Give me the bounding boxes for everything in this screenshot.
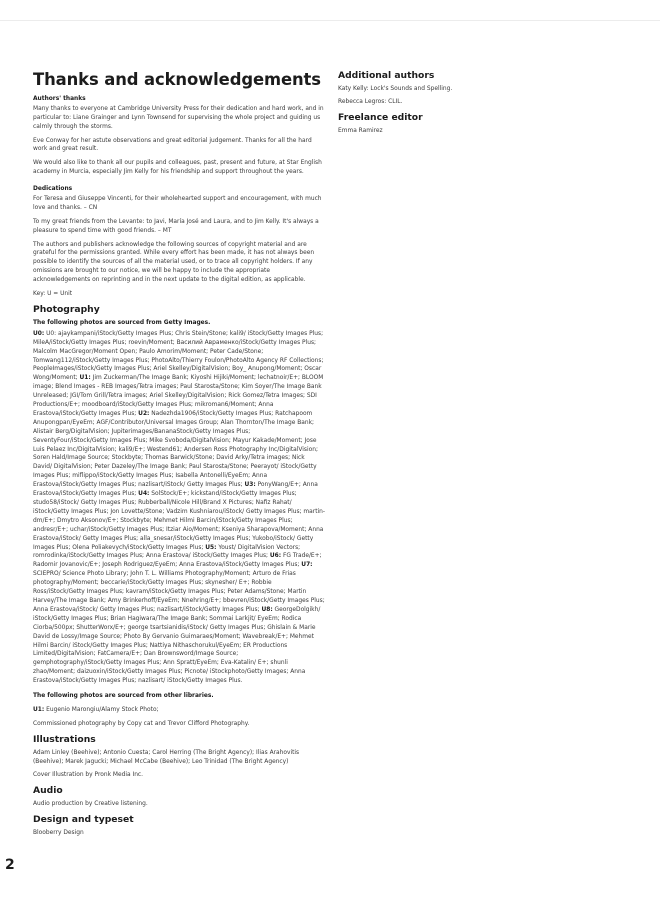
additional-authors-heading: Additional authors xyxy=(338,70,435,81)
audio-credits: Audio production by Creative listening. xyxy=(33,801,148,808)
authors-thanks-paragraph-2: Eve Conway for her astute observations and great editorial judgement. Thanks for all the hard work and great result. xyxy=(33,137,312,153)
copyright-notice: The authors and publishers acknowledge the following sources of copyright material and are grateful for the permissions granted. While every effort has been made, it has not always been possible to identify the sources of all the material used, or to trace all copyright holders. If any omissions are brought to our notice, we will be happy to include the appropriate acknowledgements on reprinting and in the next update to the digital edition, as applicable. xyxy=(33,241,315,284)
dedications-paragraph-1: For Teresa and Giuseppe Vincenti, for their wholehearted support and encouragement, with much love and thanks. – CN xyxy=(33,195,322,211)
unit-label-u8: U8: xyxy=(261,606,273,613)
credits-u7: SCIEPRO/ Science Photo Library; John T. L. Williams Photography/Moment; Arturo de Frias photography/Moment; beccarie/iStock/Getty Images Plus; skynesher/ E+; Robbie Ross/iStock/Getty Images Plus; kavram/iStock/Getty Images Plus; Peter Adams/Stone; Martin Harvey/The Image Bank; Amy Brinkerhoff/EyeEm; Nnehring/E+; bbevren/iStock/Getty Images Plus; Anna Erastova/iStock/ Getty Images Plus; nazlisart/iStock/Getty Images Plus; xyxy=(33,571,325,613)
cover-illustration: Cover Illustration by Pronk Media Inc. xyxy=(33,772,144,779)
dedications-heading: Dedications xyxy=(33,186,73,193)
credits-u5: Youst/ DigitalVision Vectors; romrodinka/iStock/Getty Images Plus; Anna Erastova/ iStock/Getty Images Plus; xyxy=(33,544,301,560)
photography-heading: Photography xyxy=(33,304,100,315)
unit-label-u3: U3: xyxy=(244,482,256,489)
credits-u8: GeorgeDolgikh/ iStock/Getty Images Plus; Brian Hagiwara/The Image Bank; Sommai Larkjit/ EyeEm; Rodica Ciorba/500px; ShutterWorx/E+; george tsartsianidis/iStock/ Getty Images Plus; Ghislain & Marie David de Lossy/Image Source; Photo By Gervanio Guimaraes/Moment; Wavebreak/E+; Mehmet Hilmi Barcin/ iStock/Getty Images Plus; Nattiya Nithaschorukul/EyeEm; ER Productions Limited/DigitalVision; FatCamera/E+; Dan Brownsword/Image Source; gemphotography/iStock/Getty Images Plus; Ann Spratt/EyeEm; Eva-Katalin/ E+; shunli zhao/Moment; daizuoxin/iStock/Getty Images Plus; Picnote/ iStockphoto/Getty Images; Anna Erastova/iStock/Getty Images Plus; nazlisart/ iStock/Getty Images Plus. xyxy=(33,606,321,685)
credits-u4: SolStock/E+; kickstand/iStock/Getty Images Plus; studo58/iStock/ Getty Images Plus; Rubberball/Nicole Hill/Brand X Pictures; Nafiz Rahat/ iStock/Getty Images Plus; Jon Lovette/Stone; Vadzim Kushniarou/iStock/ Getty Images Plus; martin-dm/E+; Dmytro Aksonov/E+; Stockbyte; Mehmet Hilmi Barcin/iStock/Getty Images Plus; andresr/E+; uchar/iStock/Getty Images Plus; Itziar Aio/Moment; Kseniya Sharapova/Moment; Anna Erastova/iStock/ Getty Images Plus; alla_snesar/iStock/Getty Images Plus; Yukobo/iStock/ Getty Images Plus; Olena Poliakevych/iStock/Getty Images Plus; xyxy=(33,491,325,551)
additional-author-2: Rebecca Legros: CLIL. xyxy=(338,98,403,105)
unit-key: Key: U = Unit xyxy=(33,291,73,298)
commissioned-photography: Commissioned photography by Copy cat and Trevor Clifford Photography. xyxy=(33,720,250,727)
credits-u2: Nadezhda1906/iStock/Getty Images Plus; Ratchapoom Anupongpan/EyeEm; AGF/Contributor/Universal Images Group; Alan Thornton/The Image Bank; Alistair Berg/DigitalVision; Jupiterimages/BananaStock/Getty Images Plus; SeventyFour/iStock/Getty Images Plus; Mike Svoboda/DigitalVision; Mayur Kakade/Moment; Jose Luis Pelaez Inc/DigitalVision; kali9/E+; Westend61; Andersen Ross Photography Inc/DigitalVision; Soren Hald/Image Source; Stockbyte; Thomas Barwick/Stone; David Arky/Tetra images; Nick David/ DigitalVision; Peter Dazeley/The Image Bank; Paul Starosta/Stone; Peerayot/ iStock/Getty Images Plus; miflippo/iStock/Getty Images Plus; Isabella Antonelli/EyeEm; Anna Erastova/iStock/Getty Images Plus; nazlisart/iStock/ Getty Images Plus; xyxy=(33,410,318,489)
authors-thanks-paragraph-1: Many thanks to everyone at Cambridge University Press for their dedication and hard work, and in particular to: Liane Grainger and Lynn Townsend for supervising the whole project and guiding us calmly through the storms. xyxy=(33,105,324,130)
unit-label-u0: U0: xyxy=(33,330,45,337)
page-number: 2 xyxy=(5,857,15,873)
dedications-paragraph-2: To my great friends from the Levante: to Javi, María José and Laura, and to Jim Kelly. It's always a pleasure to spend time with good friends. – MT xyxy=(33,218,319,234)
page-top-rule xyxy=(0,20,660,21)
unit-label-u4: U4: xyxy=(138,491,150,498)
other-libraries-credits xyxy=(33,706,325,715)
unit-label-other-u1: U1: xyxy=(33,706,45,713)
other-libraries-heading: The following photos are sourced from other libraries. xyxy=(33,693,214,700)
illustrations-heading: Illustrations xyxy=(33,733,96,745)
additional-author-1: Katy Kelly: Lock's Sounds and Spelling. xyxy=(338,86,453,92)
unit-label-u1: U1: xyxy=(79,375,91,382)
credits-u0: U0: ajaykampani/iStock/Getty Images Plus; Chris Stein/Stone; kali9/ iStock/Getty Images Plus; MileA/iStock/Getty Images Plus; roevin/Moment; Василий Авраменко/iStock/Getty Images Plus; Malcolm MacGregor/Moment Open; Paulo Amorim/Moment; Peter Cade/Stone; Tomwang112/iStock/Getty Images Plus; PhotoAlto/Thierry Foulon/PhotoAlto Agency RF Collections; PeopleImages/iStock/Getty Images Plus; Ariel Skelley/DigitalVision; Boy_ Anupong/Moment; Oscar Wong/Moment; xyxy=(33,330,324,382)
audio-heading: Audio xyxy=(33,785,63,797)
credits-u6: FG Trade/E+; Radomir Jovanovic/E+; Joseph Rodriguez/EyeEm; Anna Erastova/iStock/Getty Images Plus; xyxy=(33,553,322,569)
credits-u3: PonyWang/E+; Anna Erastova/iStock/Getty Images Plus; xyxy=(33,482,318,498)
freelance-editor-name: Emma Ramirez xyxy=(338,127,383,134)
freelance-editor-heading: Freelance editor xyxy=(338,111,423,123)
left-column xyxy=(33,70,630,850)
authors-thanks-paragraph-3: We would also like to thank all our pupils and colleagues, past, present and future, at Star English academy in Murcia, especially Jim Kelly for his friendship and support throughout the years. xyxy=(33,160,322,176)
unit-label-u6: U6: xyxy=(269,553,282,560)
unit-label-u2: U2: xyxy=(138,410,150,417)
credits-u1: Jim Zuckerman/The Image Bank; Kiyoshi Hijiki/Moment; lechatnoir/E+; BLOOM image; Blend Images - REB Images/Tetra images; Paul Starosta/Stone; Kim Soyer/The Image Bank Unreleased; JGI/Tom Grill/Tetra images; Ariel Skelley/DigitalVision; Rick Gomez/Tetra Images; SDI Productions/E+; moodboard/iStock/Getty Images Plus; mikroman6/Moment; Anna Erastova/iStock/Getty Images Plus; xyxy=(33,375,324,417)
getty-credits xyxy=(33,330,325,686)
unit-label-u5: U5: xyxy=(205,544,217,551)
illustrations-credits: Adam Linley (Beehive); Antonio Cuesta; Carol Herring (The Bright Agency); Ilias Arahovitis (Beehive); Marek Jagucki; Michael McCabe (Beehive); Leo Trinidad (The Bright Agency) xyxy=(33,749,300,765)
unit-label-u7: U7: xyxy=(301,562,313,569)
credits-other-u1: Eugenio Marongiu/Alamy Stock Photo; xyxy=(44,706,159,713)
design-credits: Blooberry Design xyxy=(33,830,84,837)
authors-thanks-heading: Authors' thanks xyxy=(33,96,86,102)
page-title: Thanks and acknowledgements xyxy=(33,70,321,89)
getty-sources-heading: The following photos are sourced from Getty Images. xyxy=(33,320,211,326)
design-heading: Design and typeset xyxy=(33,814,134,826)
